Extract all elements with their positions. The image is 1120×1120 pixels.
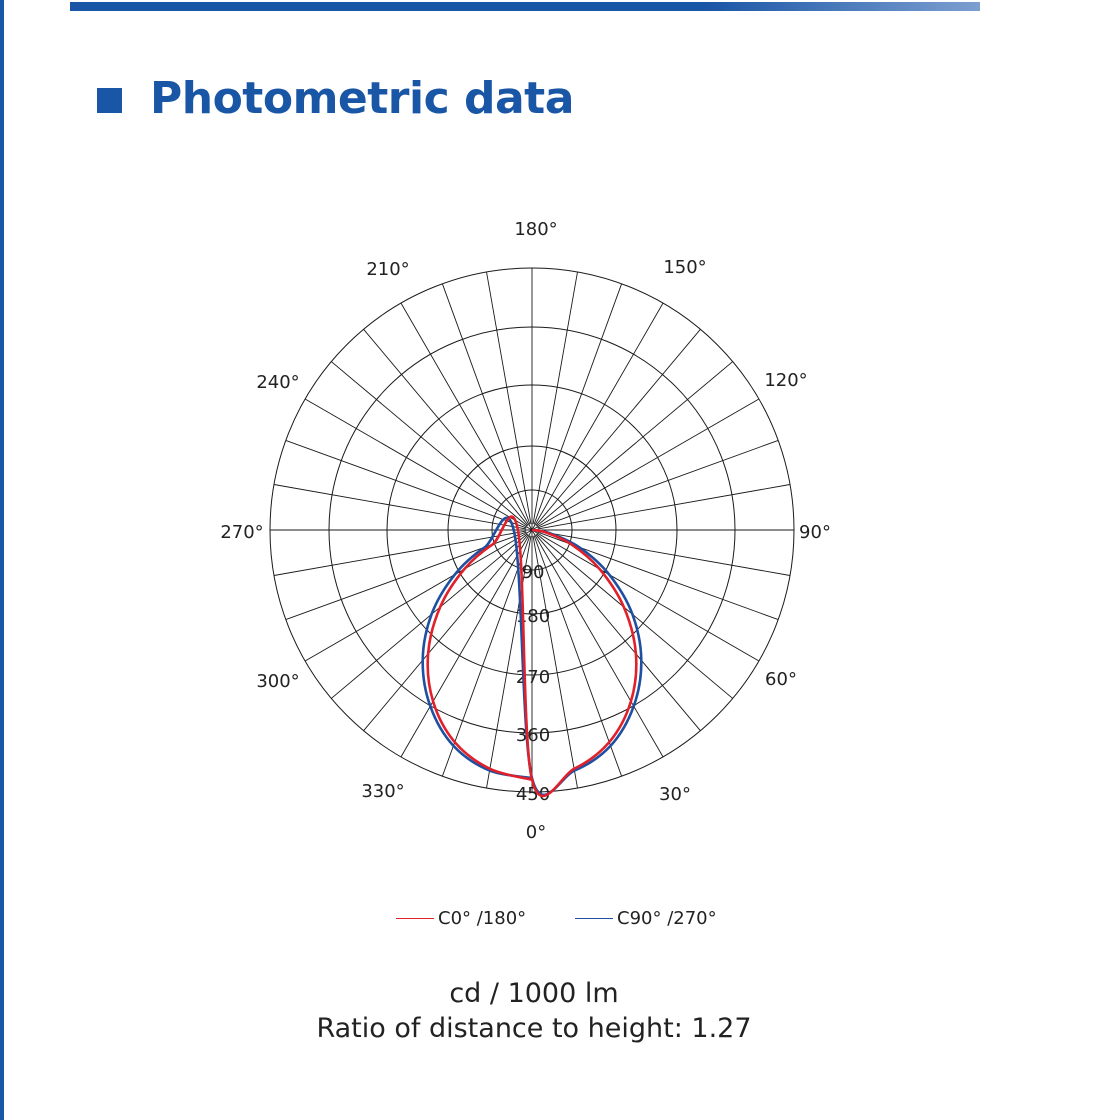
angle-label-300: 300° <box>256 671 300 692</box>
angle-label-30: 30° <box>659 784 691 805</box>
grid-spoke-130 <box>537 362 733 527</box>
legend-item-c0 <box>396 908 526 929</box>
angle-label-330: 330° <box>361 781 405 802</box>
angle-label-270: 270° <box>220 522 264 543</box>
grid-spoke-320 <box>364 535 529 731</box>
radial-label-270: 270 <box>515 667 551 688</box>
angle-label-240: 240° <box>256 372 300 393</box>
grid-spoke-230 <box>331 362 527 527</box>
grid-spoke-50 <box>537 534 733 699</box>
angle-label-0: 0° <box>525 822 547 843</box>
legend-swatch-c0 <box>396 918 434 919</box>
grid-spoke-200 <box>442 284 530 525</box>
unit-caption: cd / 1000 lm <box>449 978 619 1009</box>
ratio-caption: Ratio of distance to height: 1.27 <box>316 1013 752 1044</box>
radial-label-450: 450 <box>515 784 551 805</box>
grid-spoke-110 <box>538 440 779 528</box>
grid-spoke-280 <box>274 531 526 575</box>
grid-spoke-260 <box>274 485 526 529</box>
grid-spoke-40 <box>536 535 701 731</box>
grid-spoke-80 <box>538 531 790 575</box>
grid-spoke-310 <box>331 534 527 699</box>
radial-label-180: 180 <box>515 606 551 627</box>
grid-spoke-220 <box>364 329 529 525</box>
angle-label-60: 60° <box>765 669 797 690</box>
angle-label-210: 210° <box>366 259 410 280</box>
grid-spoke-140 <box>536 329 701 525</box>
angle-label-150: 150° <box>663 257 707 278</box>
legend-swatch-c90 <box>575 918 613 919</box>
legend-item-c90 <box>575 908 717 929</box>
grid-spoke-190 <box>487 272 531 524</box>
legend-label-c90: C90° /270° <box>617 908 717 929</box>
angle-label-90: 90° <box>799 522 831 543</box>
page-title: Photometric data <box>150 73 574 124</box>
legend-label-c0: C0° /180° <box>438 908 527 929</box>
grid-spoke-160 <box>534 284 622 525</box>
radial-label-360: 360 <box>515 725 551 746</box>
angle-label-120: 120° <box>764 370 808 391</box>
grid-spoke-100 <box>538 485 790 529</box>
angle-label-180: 180° <box>514 219 558 240</box>
radial-label-90: 90 <box>521 562 545 583</box>
grid-spoke-170 <box>533 272 577 524</box>
grid-spoke-250 <box>286 440 527 528</box>
